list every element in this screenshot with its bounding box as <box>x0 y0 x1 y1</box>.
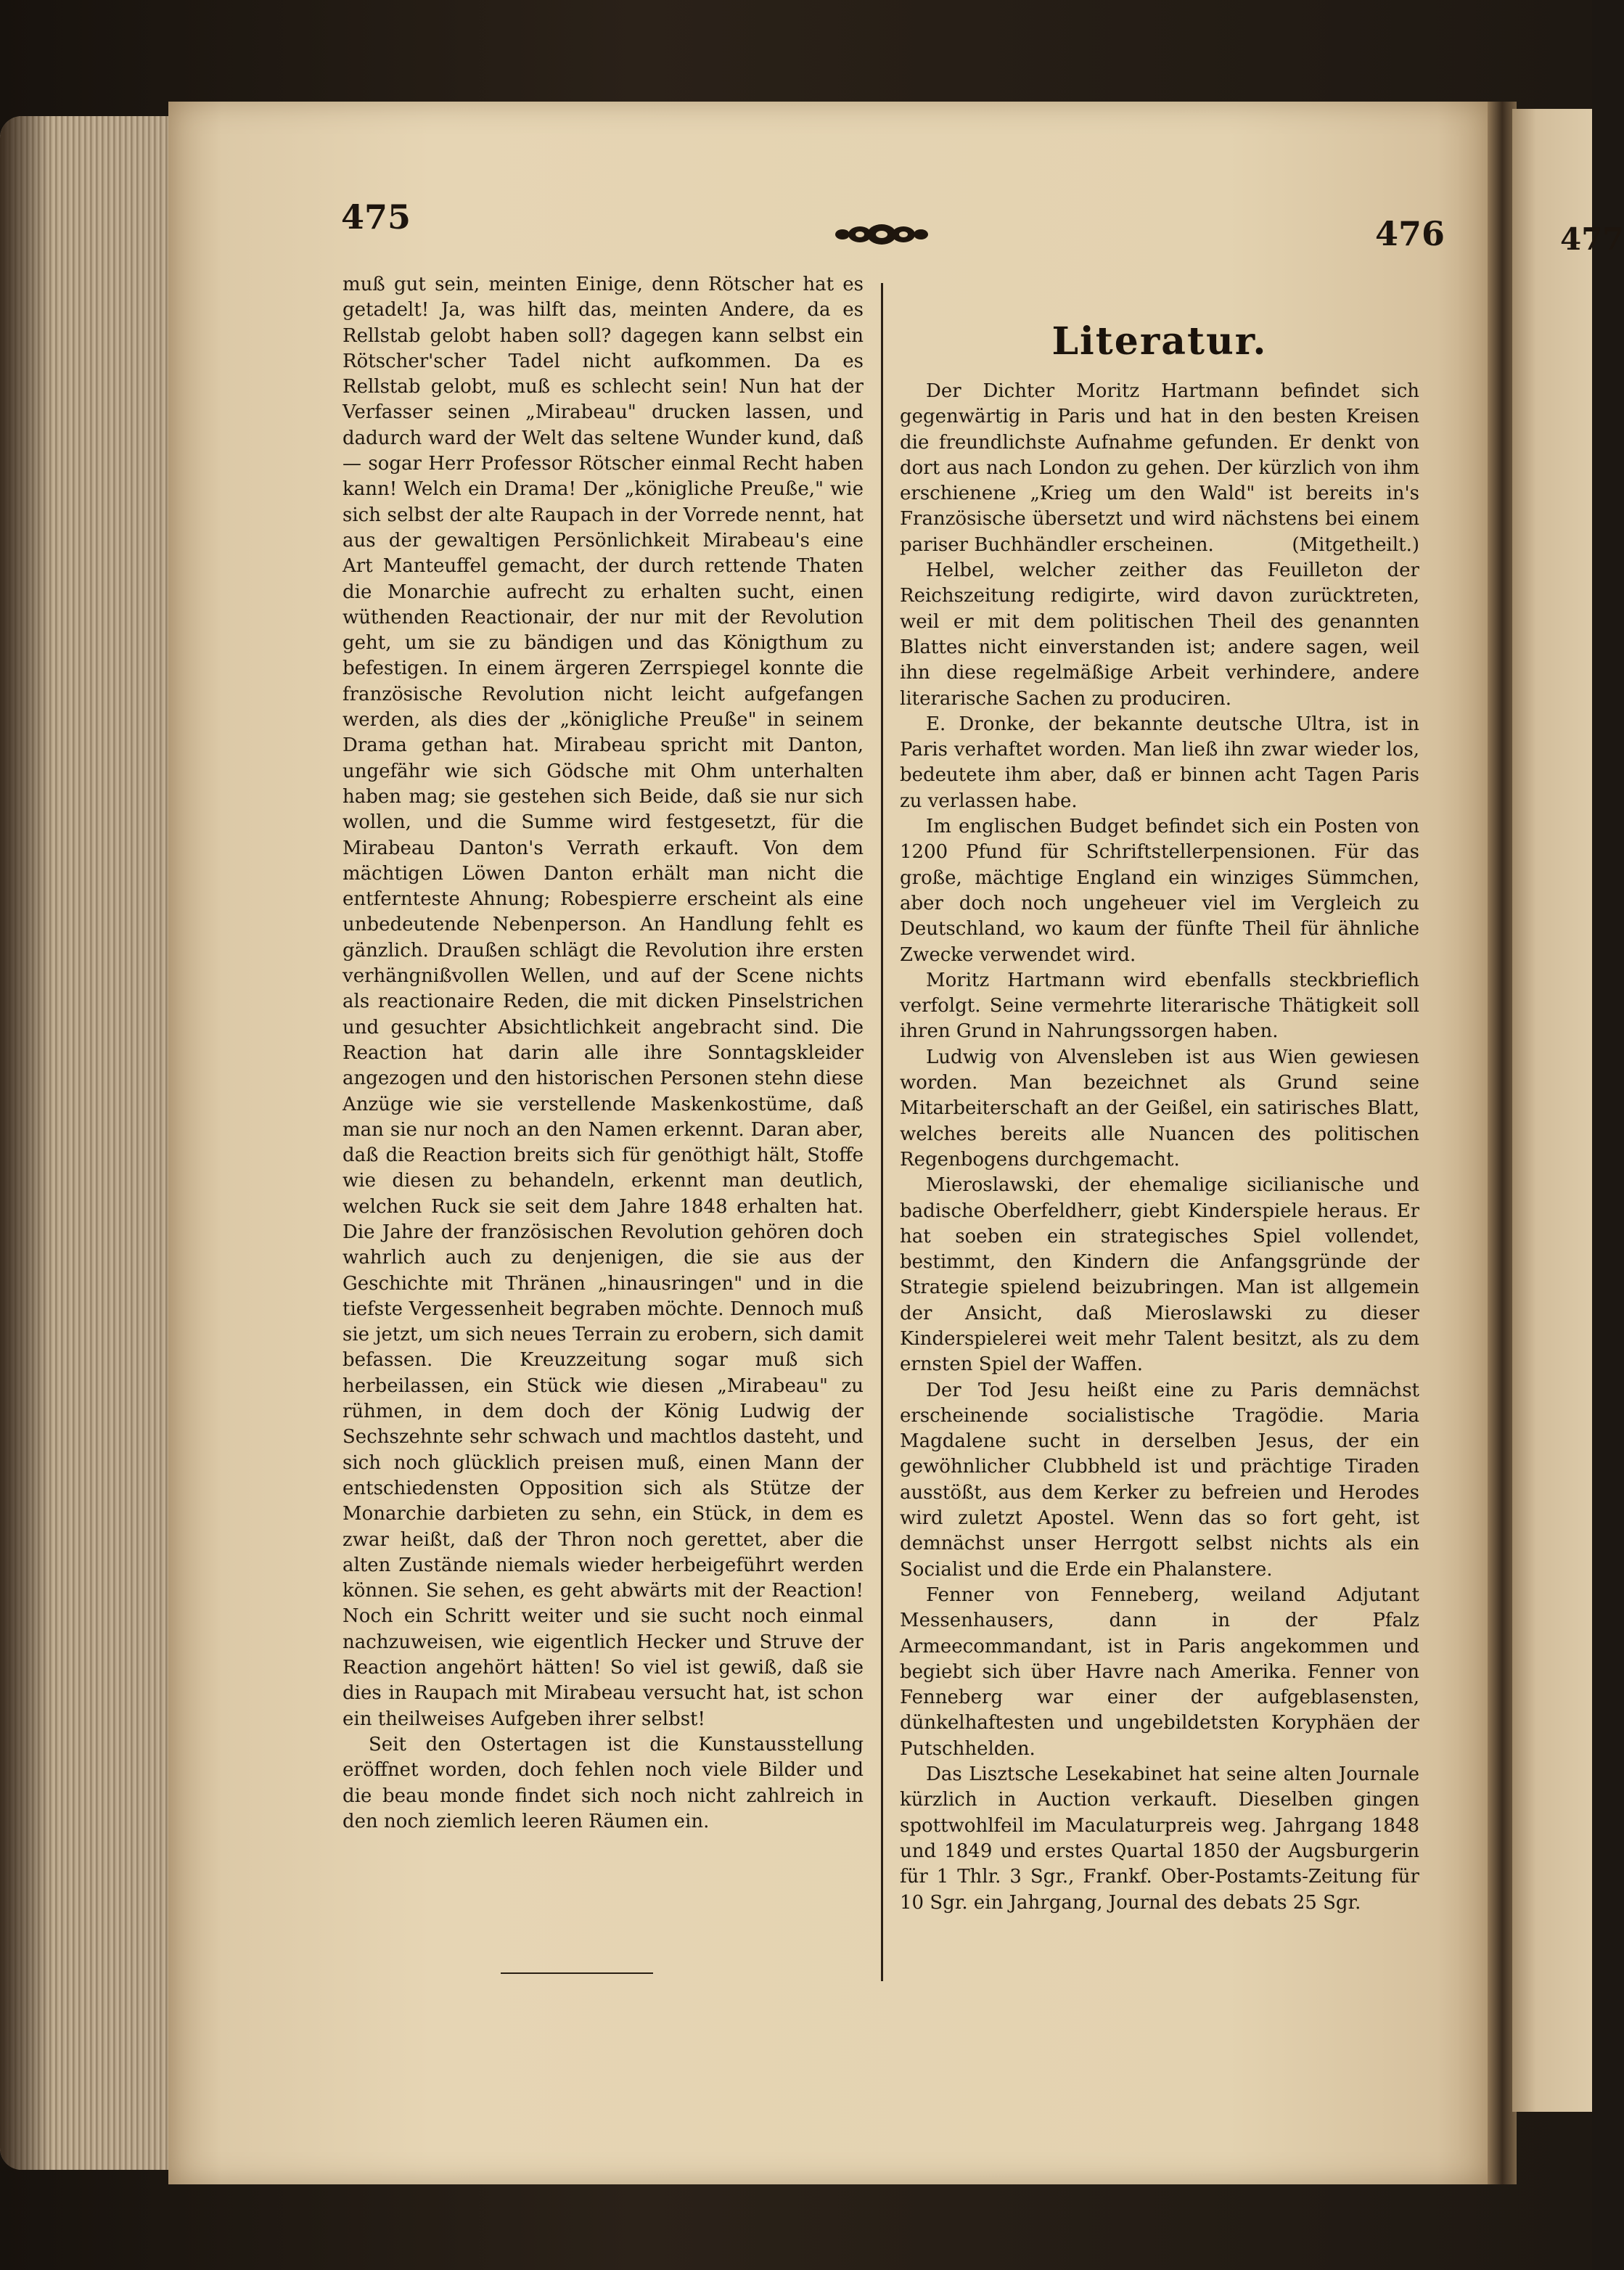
column-divider <box>881 283 883 1981</box>
news-item-mieroslawski: Mieroslawski, der ehemalige sicilianische und badische Oberfeldherr, giebt Kinderspiele heraus. Er hat soeben ein strategisches Spiel vollendet, bestimmt, den Kindern die Anfangsgründe der Strategie spielend beizubringen. Man ist allgemein der Ansicht, daß Mieroslawski zu dieser Kinderspielerei weit mehr Talent besitzt, als zu dem ernsten Spiel der Waffen. <box>900 1174 1419 1376</box>
page-number-right: 476 <box>1375 214 1445 253</box>
news-item-hartmann-paris: Der Dichter Moritz Hartmann befindet sich gegenwärtig in Paris und hat in den besten Kreisen die freundlichste Aufnahme gefunden. Er denkt von dort aus nach London zu gehen. Der kürzlich von ihm erschienene „Krieg um den Wald" ist bereits in's Französische übersetzt und wird nächstens bei einem pariser Buchhändler erscheinen. (Mitgetheilt.) <box>900 379 1419 558</box>
news-item-alvensleben: Ludwig von Alvensleben ist aus Wien gewiesen worden. Man bezeichnet als Grund seine Mitarbeiterschaft an der Geißel, ein satirisches Blatt, welches bereits alle Nuancen des politischen Regenbogens durchgemacht. <box>900 1046 1419 1171</box>
page-edges-shadow <box>0 116 51 2170</box>
right-column <box>900 379 1419 2048</box>
news-item-helbel: Helbel, welcher zeither das Feuilleton der Reichszeitung redigirte, wird davon zurücktreten, weil er mit dem politischen Theil des genannten Blattes nicht einverstanden ist; andere sagen, weil ihn diese regelmäßige Arbeit verhindere, andere literarische Sachen zu produciren. <box>900 560 1419 710</box>
section-heading: Literatur. <box>1051 319 1268 364</box>
news-item-dronke: E. Dronke, der bekannte deutsche Ultra, ist in Paris verhaftet worden. Man ließ ihn zwar wieder los, bedeutete ihm aber, daß er binnen acht Tagen Paris zu verlassen habe. <box>900 713 1419 812</box>
signature: (Mitgetheilt.) <box>1292 533 1419 556</box>
news-item-hartmann-steckbrief: Moritz Hartmann wird ebenfalls steckbrieflich verfolgt. Seine vermehrte literarische Thätigkeit soll ihren Grund in Nahrungssorgen haben. <box>900 969 1419 1043</box>
news-item-tod-jesu: Der Tod Jesu heißt eine zu Paris demnächst erscheinende socialistische Tragödie. Maria Magdalene sucht in derselben Jesus, der ein gewöhnlicher Clubbheld ist und prächtige Tiraden ausstößt, aus dem Kerker zu befreien und Herodes wird zuletzt Apostel. Wenn das so fort geht, ist demnächst unser Herrgott selbst nichts als ein Socialist und die Erde ein Phalanstere. <box>900 1379 1419 1581</box>
news-item-budget: Im englischen Budget befindet sich ein Posten von 1200 Pfund für Schriftstellerpensionen. Für das große, mächtige England ein winziges Sümmchen, aber doch noch ungeheuer viel im Vergleich zu Deutschland, wo kaum der fünfte Theil für ähnliche Zwecke verwendet wird. <box>900 816 1419 966</box>
section-end-rule <box>501 1972 653 1974</box>
page-number-next: 477 <box>1560 221 1624 257</box>
left-column <box>343 272 864 1981</box>
news-item-lesekabinet: Das Lisztsche Lesekabinet hat seine alten Journale kürzlich in Auction verkauft. Dieselben gingen spottwohlfeil im Maculaturpreis weg. Jahrgang 1848 und 1849 und erstes Quartal 1850 der Augsburgerin für 1 Thlr. 3 Sgr., Frankf. Ober-Postamts-Zeitung für 10 Sgr. ein Jahrgang, Journal des debats 25 Sgr. <box>900 1763 1419 1914</box>
news-item-fenneberg: Fenner von Fenneberg, weiland Adjutant Messenhausers, dann in der Pfalz Armeecommandant, ist in Paris angekommen und begiebt sich über Havre nach Amerika. Fenner von Fenneberg war einer der aufgeblasensten, dünkelhaftesten und ungebildetsten Koryphäen der Putschhelden. <box>900 1583 1419 1760</box>
neighbor-page <box>1512 109 1592 2112</box>
ornament-icon <box>831 213 932 256</box>
page-number-left: 475 <box>341 197 411 237</box>
left-paragraph-1: muß gut sein, meinten Einige, denn Rötscher hat es getadelt! Ja, was hilft das, meinten Andere, da es Rellstab gelobt haben soll? dagegen kann selbst ein Rötscher'scher Tadel nicht aufkommen. Da es Rellstab gelobt, muß es schlecht sein! Nun hat der Verfasser seinen „Mirabeau" drucken lassen, und dadurch ward der Welt das seltene Wunder kund, daß — sogar Herr Professor Rötscher einmal Recht haben kann! Welch ein Drama! Der „königliche Preuße," wie sich selbst der alte Raupach in der Vorrede nennt, hat aus der gewaltigen Persönlichkeit Mirabeau's eine Art Manteuffel gemacht, der durch rettende Thaten die Monarchie aufrecht zu erhalten sucht, einen wüthenden Reactionair, der nur mit der Revolution geht, um sie zu bändigen und das Königthum zu befestigen. In einem ärgeren Zerrspiegel konnte die französische Revolution nicht leicht aufgefangen werden, als dies der „königliche Preuße" in seinem Drama gethan hat. Mirabeau spricht mit Danton, ungefähr wie sich Gödsche mit Ohm unterhalten haben mag; sie gestehen sich Beide, daß sie nur sich wollen, und die Summe wird festgesetzt, für die Mirabeau Danton's Verrath erkauft. Von dem mächtigen Löwen Danton erhält man nicht die entfernteste Ahnung; Robespierre erscheint als eine unbedeutende Nebenperson. An Handlung fehlt es gänzlich. Draußen schlägt die Revolution ihre ersten verhängnißvollen Wellen, und auf der Scene nichts als reactionaire Reden, die mit dicken Pinselstrichen und gesuchter Absichtlichkeit angebracht sind. Die Reaction hat darin alle ihre Sonntagskleider angezogen und den historischen Personen stehn diese Anzüge wie sie verstellende Maskenkostüme, daß man sie nur noch an den Namen erkennt. Daran aber, daß die Reaction breits sich für genöthigt hält, Stoffe wie diesen zu behandeln, erkennt man deutlich, welchen Ruck sie seit dem Jahre 1848 erhalten hat. Die Jahre der französischen Revolution gehören doch wahrlich auch zu denjenigen, die sie aus der Geschichte mit Thränen „hinausringen" und in die tiefste Vergessenheit begraben möchte. Dennoch muß sie jetzt, um sich neues Terrain zu erobern, sich damit befassen. Die Kreuzzeitung sogar muß sich herbeilassen, ein Stück wie diesen „Mirabeau" zu rühmen, in dem doch der König Ludwig der Sechszehnte sehr schwach und machtlos dasteht, und sich noch glücklich preisen muß, einen Mann der entschiedensten Opposition sich als Stütze der Monarchie darbieten zu sehn, ein Stück, in dem es zwar heißt, daß der Thron noch gerettet, aber die alten Zustände niemals wieder herbeigeführt werden können. Sie sehen, es geht abwärts mit der Reaction! Noch ein Schritt weiter und sie sucht noch einmal nachzuweisen, wie eigentlich Hecker und Struve der Reaction angehört hätten! So viel ist gewiß, daß sie dies in Raupach mit Mirabeau versucht hat, ist schon ein theilweises Aufgeben ihrer selbst! <box>343 274 864 1730</box>
left-paragraph-2: Seit den Ostertagen ist die Kunstausstellung eröffnet worden, doch fehlen noch viele Bilder und die beau monde findet sich noch nicht zahlreich in den noch ziemlich leeren Räumen ein. <box>343 1733 864 1832</box>
